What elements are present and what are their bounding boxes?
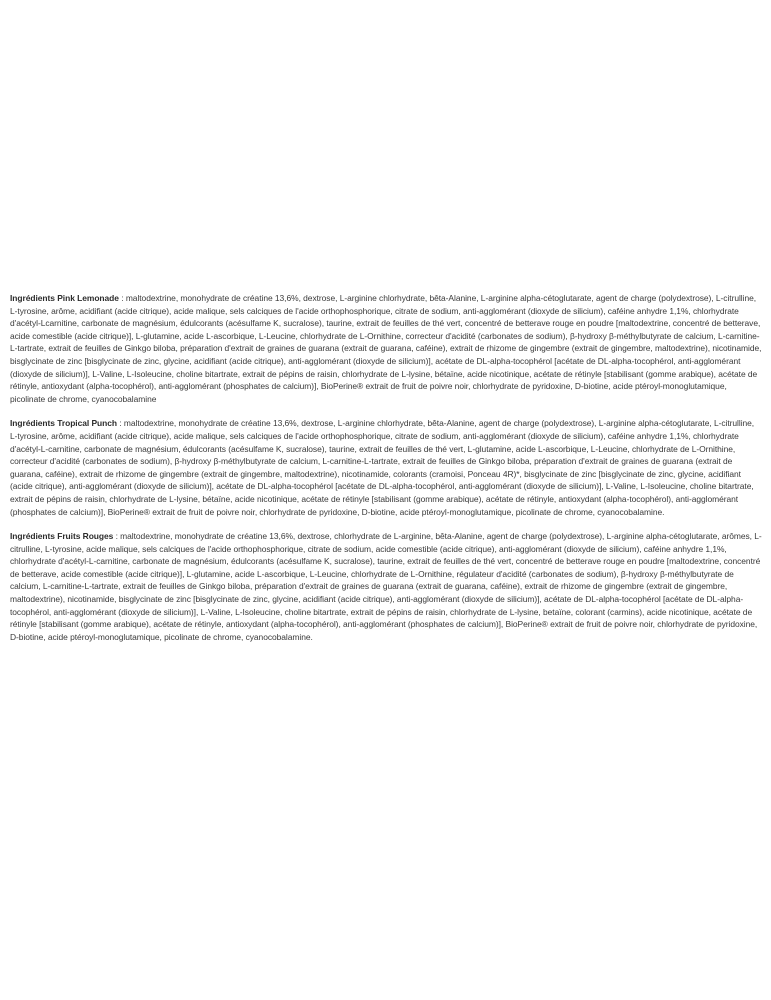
ingredients-list-tropical-punch: : maltodextrine, monohydrate de créatine 13,6%, dextrose, L-arginine chlorhydrate, bêta-Alanine, agent de charge (polydextrose), L-arginine alpha-cétoglutarate, L-citrulline, L-tyrosine, arôme, acidifiant (acide citrique), acide malique, sels calciques de l'acide orthophosphorique, citrate de sodium, anti-agglomérant (dioxyde de silicium), caféine anhydre 1,1%, chlorhydrate d'acétyl-L-carnitine, carbonate de magnésium, édulcorants (acésulfame K, sucralose), taurine, extrait de feuilles de thé vert, L-glutamine, acide L-ascorbique, L-Leucine, chlorhydrate de L-Ornithine, correcteur d'acidité (carbonates de sodium), β-hydroxy β-méthylbutyrate de calcium, L-carnitine-L-tartrate, extrait de feuilles de Ginkgo biloba, préparation d'extrait de graines de guarana (extrait de guarana, caféine), extrait de rhizome de gingembre (extrait de gingembre, maltodextrine), nicotinamide, colorants (cramoisi, Ponceau 4R)*, bisglycinate de zinc [bisglycinate de zinc, glycine, acidifiant (acide citrique), anti-agglomérant (dioxyde de silicium)], acétate de DL-alpha-tocophérol [acétate de DL-alpha-tocophérol, anti-agglomérant (dioxyde de silicium)], L-Valine, L-Isoleucine, choline bitartrate, extrait de pépins de raisin, chlorhydrate de L-lysine, bétaïne, acide nicotinique, acétate de rétinyle [stabilisant (gomme arabique), acétate de rétinyle, antioxydant (alpha-tocophérol), anti-agglomérant (phosphates de calcium)], BioPerine® extrait de fruit de poivre noir, chlorhydrate de pyridoxine, D-biotine, acide ptéroyl-monoglutamique, picolinate de chrome, cyanocobalamine. xyxy=(10,418,755,517)
ingredients-title-tropical-punch: Ingrédients Tropical Punch xyxy=(10,418,117,429)
ingredients-pink-lemonade xyxy=(10,292,762,405)
ingredients-title-pink-lemonade: Ingrédients Pink Lemonade xyxy=(10,293,119,303)
ingredients-title-fruits-rouges: Ingrédients Fruits Rouges xyxy=(10,531,114,542)
ingredients-fruits-rouges xyxy=(10,530,762,643)
ingredients-tropical-punch xyxy=(10,417,762,518)
ingredients-section xyxy=(10,292,762,655)
ingredients-list-fruits-rouges: : maltodextrine, monohydrate de créatine 13,6%, dextrose, chlorhydrate de L-arginine, bêta-Alanine, agent de charge (polydextrose), L-arginine alpha-cétoglutarate, arômes, L-citrulline, L-tyrosine, acide malique, sels calciques de l'acide orthophosphorique, citrate de sodium, acide comestible (acide citrique), anti-agglomérant (dioxyde de silicium), caféine anhydre 1,1%, chlorhydrate d'acétyl-L-carnitine, carbonate de magnésium, édulcorants (acésulfame K, sucralose), taurine, extrait de feuilles de thé vert, concentré de betterave rouge en poudre [maltodextrine, concentré de betterave, acide comestible (acide citrique)], L-glutamine, acide L-ascorbique, L-Leucine, chlorhydrate de L-Ornithine, régulateur d'acidité (carbonates de sodium), β-hydroxy β-méthylbutyrate de calcium, L-carnitine-L-tartrate, extrait de feuilles de Ginkgo biloba, préparation d'extrait de graines de guarana (extrait de guarana, caféine), extrait de rhizome de gingembre (extrait de gingembre, maltodextrine), nicotinamide, bisglycinate de zinc [bisglycinate de zinc, glycine, acidifiant (acide citrique), anti-agglomérant (dioxyde de silicium)], acétate de DL-alpha-tocophérol [acétate de DL-alpha-tocophérol, anti-agglomérant (dioxyde de silicium)], L-Valine, L-Isoleucine, choline bitartrate, extrait de pépins de raisin, chlorhydrate de L-lysine, betaïne, colorant (carmins), acide nicotinique, acétate de rétinyle [stabilisant (gomme arabique), acétate de rétinyle, antioxydant (alpha-tocophérol), anti-agglomérant (phosphates de calcium)], BioPerine® extrait de fruit de poivre noir, chlorhydrate de pyridoxine, D-biotine, acide ptéroyl-monoglutamique, picolinate de chrome, cyanocobalamine. xyxy=(10,531,762,642)
ingredients-list-pink-lemonade: : maltodextrine, monohydrate de créatine 13,6%, dextrose, L-arginine chlorhydrate, bêta-Alanine, L-arginine alpha-cétoglutarate, agent de charge (polydextrose), L-citrulline, L-tyrosine, arôme, acidifiant (acide citrique), acide malique, sels calciques de l'acide orthophosphorique, citrate de sodium, anti-agglomérant (dioxyde de silicium), caféine anhydre 1,1%, chlorhydrate d'acétyl-Lcarnitine, carbonate de magnésium, édulcorants (acésulfame K, sucralose), taurine, extrait de feuilles de thé vert, concentré de betterave rouge en poudre [maltodextrine, concentré de betterave, acide comestible (acide citrique)], L-glutamine, acide L-ascorbique, L-Leucine, chlorhydrate de L-Ornithine, correcteur d'acidité (carbonates de sodium), β-hydroxy β-méthylbutyrate de calcium, L-carnitine-L-tartrate, extrait de feuilles de Ginkgo biloba, préparation d'extrait de graines de guarana (extrait de guarana, caféine), extrait de rhizome de gingembre (extrait de gingembre, maltodextrine), nicotinamide, bisglycinate de zinc [bisglycinate de zinc, glycine, acidifiant (acide citrique), anti-agglomérant (dioxyde de silicium)], acétate de DL-alpha-tocophérol [acétate de DL-alpha-tocophérol, anti-agglomérant (dioxyde de silicium)], L-Valine, L-Isoleucine, choline bitartrate, extrait de pépins de raisin, chlorhydrate de L-lysine, bétaïne, acide nicotinique, acétate de rétinyle [stabilisant (gomme arabique), acétate de rétinyle, antioxydant (alpha-tocophérol), anti-agglomérant (phosphates de calcium)], BioPerine® extrait de fruit de poivre noir, chlorhydrate de pyridoxine, D-biotine, acide ptéroyl-monoglutamique, picolinate de chrome, cyanocobalamine xyxy=(10,293,762,404)
